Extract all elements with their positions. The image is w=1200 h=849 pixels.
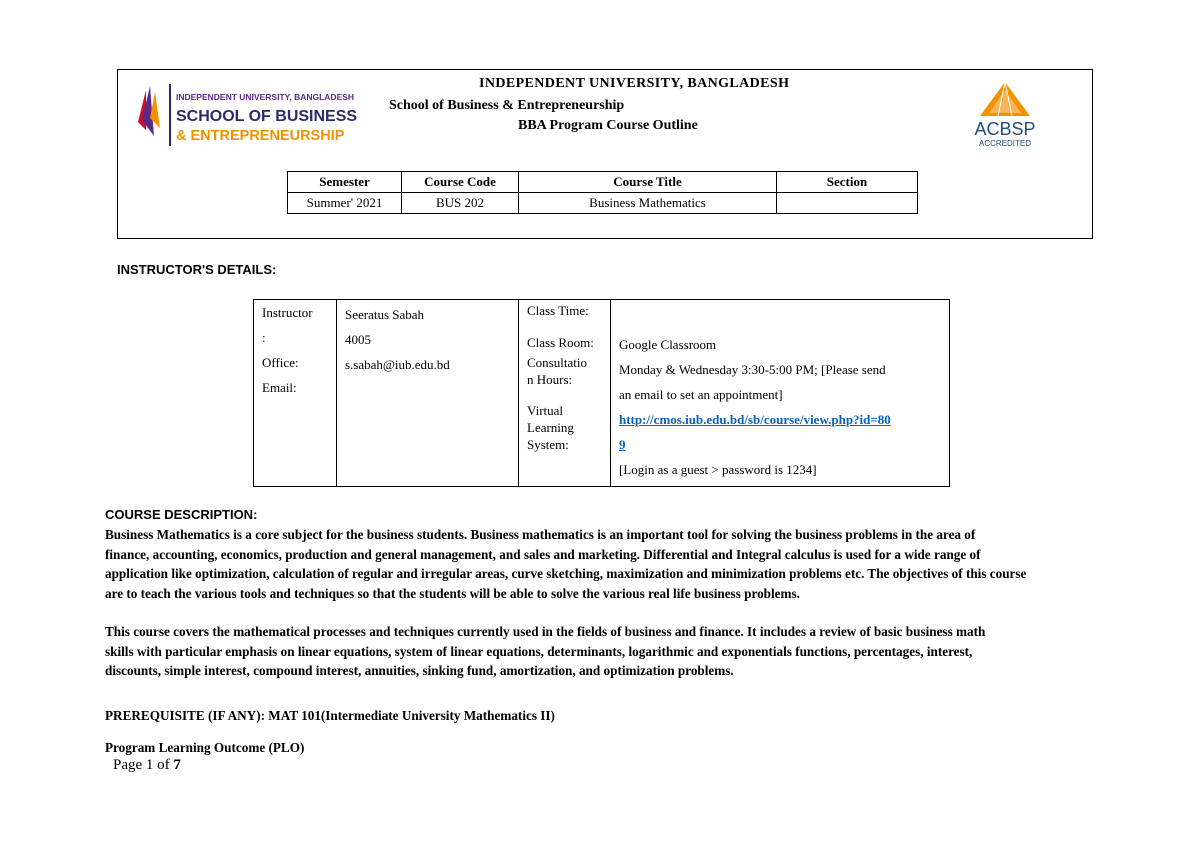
vls-link-line-2[interactable]: 9	[619, 437, 626, 452]
course-description-paragraph-2	[105, 622, 1099, 681]
university-name: INDEPENDENT UNIVERSITY, BANGLADESH	[479, 76, 790, 91]
consultation-hours-2: an email to set an appointment]	[619, 387, 783, 402]
prerequisite-line	[105, 706, 1099, 726]
page-total: 7	[173, 757, 181, 773]
logo-text-iub: INDEPENDENT UNIVERSITY, BANGLADESH	[176, 92, 355, 102]
para2-line: discounts, simple interest, compound interest, annuities, sinking fund, amortization, and optimization problems.	[105, 663, 734, 678]
office-label: Office:	[262, 355, 299, 370]
schedule-values-cell	[611, 300, 950, 487]
email-label: Email:	[262, 380, 297, 395]
logo-text-entrepreneurship: & ENTREPRENEURSHIP	[176, 128, 345, 144]
iub-sobe-logo	[128, 78, 358, 148]
vls-guest-note: [Login as a guest > password is 1234]	[619, 462, 817, 477]
course-description-paragraph-1	[105, 525, 1099, 603]
header-semester: Semester	[288, 172, 402, 193]
class-room-label: Class Room:	[527, 335, 594, 350]
instructor-details-title: INSTRUCTOR'S DETAILS:	[117, 262, 277, 277]
logo-text-school: SCHOOL OF BUSINESS	[176, 108, 358, 125]
value-course-code: BUS 202	[402, 193, 519, 214]
vls-label-1: Virtual	[527, 403, 564, 418]
para1-line: application like optimization, calculation of regular and irregular areas, curve sketching, maximization and minimization problems etc. The objectives of this course	[105, 566, 1027, 581]
prerequisite-value: MAT 101(Intermediate University Mathematics II)	[264, 708, 555, 723]
instructor-label: Instructor	[262, 305, 313, 320]
course-header-box	[117, 69, 1093, 239]
class-time-label: Class Time:	[527, 303, 589, 318]
instructor-label-colon: :	[262, 330, 266, 345]
page-of: of	[153, 757, 174, 773]
consultation-label-2: n Hours:	[527, 372, 573, 387]
school-name: School of Business & Entrepreneurship	[389, 98, 625, 113]
instructor-labels-cell	[254, 300, 337, 487]
program-title: BBA Program Course Outline	[518, 118, 698, 133]
instructor-values-cell	[337, 300, 519, 487]
course-info-table	[287, 171, 918, 214]
page-current: 1	[145, 757, 154, 773]
header-course-code: Course Code	[402, 172, 519, 193]
page-prefix: Page	[113, 757, 146, 773]
header-course-title: Course Title	[519, 172, 777, 193]
value-section	[777, 193, 918, 214]
para1-line: are to teach the various tools and techniques so that the students will be able to solve the various real life business problems.	[105, 585, 800, 601]
instructor-email: s.sabah@iub.edu.bd	[345, 357, 450, 372]
consultation-label-1: Consultatio	[527, 355, 587, 370]
header-section: Section	[777, 172, 918, 193]
para2-line: This course covers the mathematical processes and techniques currently used in the fields of business and finance. It includes a review of basic business math	[105, 624, 986, 639]
value-semester: Summer' 2021	[288, 193, 402, 214]
schedule-labels-cell	[519, 300, 611, 487]
acbsp-logo	[958, 80, 1052, 150]
course-table-value-row	[288, 193, 918, 214]
vls-label-2: Learning	[527, 420, 574, 435]
class-room-value: Google Classroom	[619, 337, 717, 352]
course-table-header-row	[288, 172, 918, 193]
vls-label-3: System:	[527, 437, 569, 452]
page-number	[113, 757, 181, 774]
vls-link-line-1[interactable]: http://cmos.iub.edu.bd/sb/course/view.php?id=80	[619, 412, 891, 427]
instructor-name: Seeratus Sabah	[345, 307, 425, 322]
acbsp-text: ACBSP	[974, 119, 1036, 139]
plo-title: Program Learning Outcome (PLO)	[105, 740, 305, 755]
para1-line: Business Mathematics is a core subject for the business students. Business mathematics is an important tool for solving the business problems in the area of	[105, 527, 976, 542]
para1-line: finance, accounting, economics, production and general management, and sales and marketing. Differential and Integral calculus is used for a wide range of	[105, 546, 981, 562]
consultation-hours-1: Monday & Wednesday 3:30-5:00 PM; [Please send	[619, 362, 886, 377]
instructor-table	[253, 299, 950, 487]
value-course-title: Business Mathematics	[519, 193, 777, 214]
prerequisite-label: PREREQUISITE (IF ANY):	[105, 708, 265, 723]
accredited-text: ACCREDITED	[978, 139, 1032, 148]
office-number: 4005	[345, 332, 371, 347]
para2-line: skills with particular emphasis on linear equations, system of linear equations, determinants, logarithmic and exponentials functions, percentages, interest,	[105, 643, 973, 659]
course-description-title: COURSE DESCRIPTION:	[105, 507, 258, 522]
